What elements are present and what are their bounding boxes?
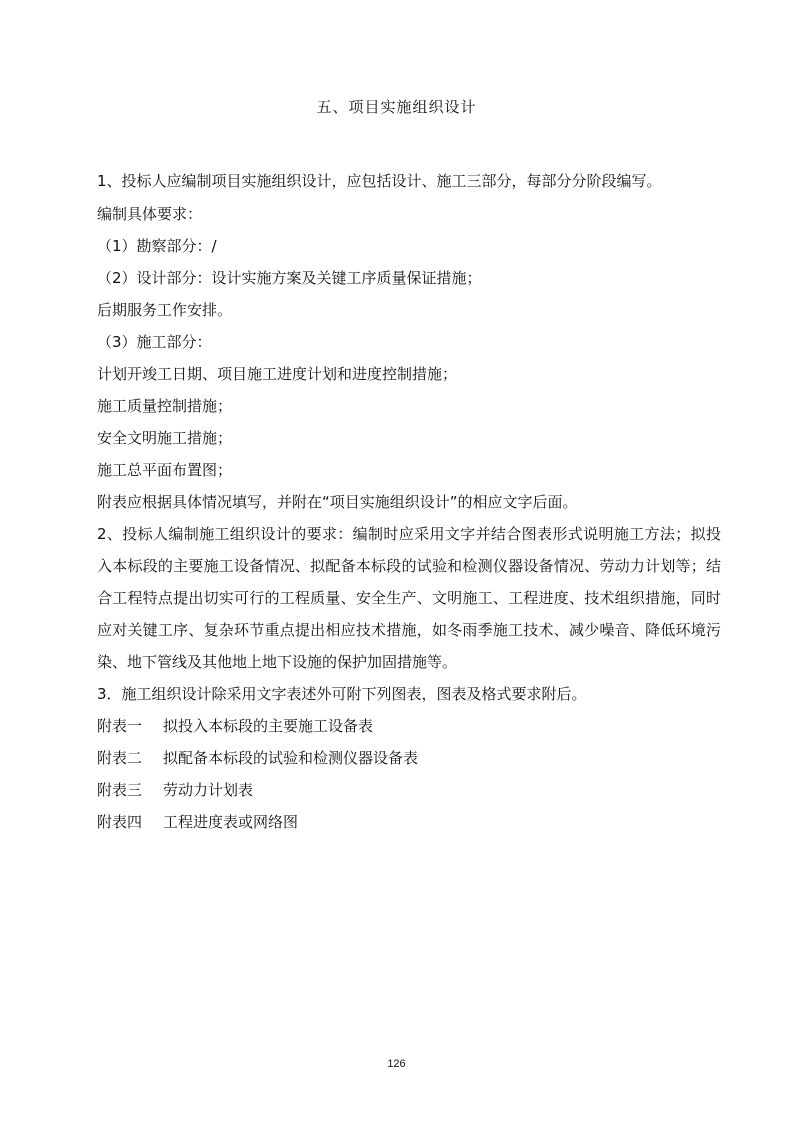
page-title: 五、项目实施组织设计: [316, 98, 477, 116]
paragraph-construction-section: （3）施工部分：: [97, 333, 212, 351]
paragraph-2: 2、投标人编制施工组织设计的要求：编制时应采用文字并结合图表形式说明施工方法；拟投入本标段的主要施工设备情况、拟配备本标段的试验和检测仪器设备情况、劳动力计划等；结合工程特点提出切实可行的工程质量、安全生产、文明施工、工程进度、技术组织措施，同时应对关键工序、复杂环节重点提出相应技术措施，如冬雨季施工技术、减少噪音、降低环境污染、地下管线及其他地上地下设施的保护加固措施等。: [97, 525, 721, 671]
appendix-label: 附表一: [97, 717, 143, 735]
appendix-item: [97, 710, 373, 742]
paragraph-safety: 安全文明施工措施；: [97, 429, 233, 447]
appendix-label: 附表二: [97, 749, 143, 767]
paragraph-site-layout: 施工总平面布置图；: [97, 461, 233, 479]
paragraph-survey-section: （1）勘察部分：/: [97, 237, 217, 255]
paragraph-quality-control: 施工质量控制措施；: [97, 397, 233, 415]
page-number: 126: [387, 1058, 406, 1070]
appendix-item: [97, 774, 253, 806]
paragraph-schedule: 计划开竣工日期、项目施工进度计划和进度控制措施；: [97, 365, 458, 383]
appendix-text: 工程进度表或网络图: [163, 813, 299, 831]
paragraph-1: 1、投标人应编制项目实施组织设计，应包括设计、施工三部分，每部分分阶段编写。: [97, 172, 662, 190]
appendix-label: 附表三: [97, 781, 143, 799]
paragraph-requirements-heading: 编制具体要求：: [97, 205, 203, 223]
paragraph-appendix-note: 附表应根据具体情况填写，并附在“项目实施组织设计”的相应文字后面。: [97, 493, 578, 511]
appendix-text: 拟投入本标段的主要施工设备表: [163, 717, 374, 735]
paragraph-3: 3．施工组织设计除采用文字表述外可附下列图表，图表及格式要求附后。: [97, 685, 587, 703]
appendix-item: [97, 806, 298, 838]
appendix-text: 劳动力计划表: [163, 781, 254, 799]
paragraph-design-section: （2）设计部分：设计实施方案及关键工序质量保证措施；: [97, 269, 482, 287]
paragraph-after-service: 后期服务工作安排。: [97, 301, 233, 319]
appendix-item: [97, 742, 418, 774]
appendix-label: 附表四: [97, 813, 143, 831]
appendix-text: 拟配备本标段的试验和检测仪器设备表: [163, 749, 419, 767]
